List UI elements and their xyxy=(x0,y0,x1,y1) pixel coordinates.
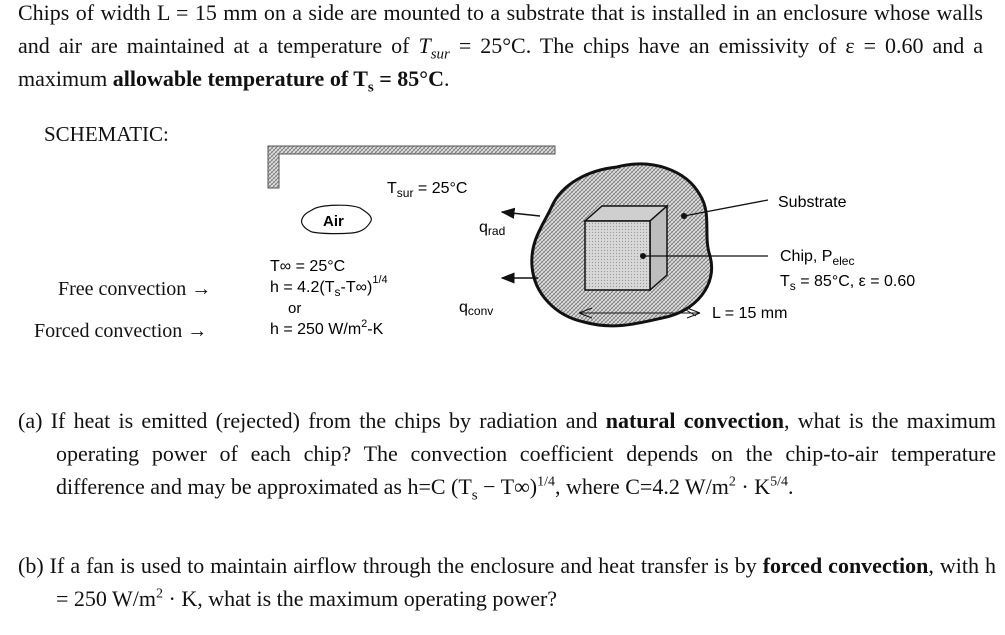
tsur-label: $T_{sur} = 25^\circ C$ xyxy=(387,180,468,200)
question-a-text-1: If heat is emitted (rejected) from the chips by radiation and xyxy=(50,408,606,433)
h-forced-label: h = 250 $W/m^2-K$ xyxy=(270,318,384,338)
question-a-text-2: , what is the maximum operating power of each chip? The convection coefficient depends on the chip-to-air temperature difference and may be approximated as h=C (T xyxy=(56,408,997,499)
question-b-text-2: , with h = 250 W/m xyxy=(56,553,997,611)
schematic-label: SCHEMATIC: xyxy=(44,122,169,146)
substrate-leader-dot xyxy=(681,213,687,219)
h-free-label: $h = 4.2(T_s-T\infty)^{1/4}$ xyxy=(270,274,388,299)
intro-bold-tail: = 85°C xyxy=(373,66,444,91)
question-b-label: (b) xyxy=(18,553,44,578)
question-b-bold: forced convection xyxy=(762,553,929,578)
question-a-exp2: 2 xyxy=(728,474,736,490)
air-label: Air xyxy=(323,213,344,230)
intro-text-2: = 25°C. The chips have an emissivity of ε = 0.60 and a maximum xyxy=(18,33,983,91)
question-a xyxy=(18,404,996,503)
question-a-label: (a) xyxy=(18,408,43,433)
question-a-exp3: 5/4 xyxy=(770,474,789,490)
question-a-text-4: , where C=4.2 W/m xyxy=(555,474,729,499)
question-a-bold: natural convection xyxy=(605,408,784,433)
tsur-subscript: sur xyxy=(430,46,450,63)
chip-label: Chip, $P_{elec}$ xyxy=(780,248,855,268)
question-a-text-6: . xyxy=(788,474,794,499)
intro-end: . xyxy=(444,66,450,91)
qrad-arrow xyxy=(502,212,540,216)
question-a-sub-s: s xyxy=(471,487,478,504)
or-label: or xyxy=(288,300,302,317)
free-convection-label: Free convection → xyxy=(58,278,212,300)
chip-ts-label: $T_s = 85^\circ C$, ε = 0.60 xyxy=(780,273,916,293)
enclosure-wall xyxy=(268,146,555,188)
chip-leader-dot xyxy=(640,253,646,259)
tsur-symbol: T xyxy=(418,33,431,58)
question-b-exp: 2 xyxy=(156,586,163,602)
chip-cube xyxy=(585,206,667,290)
intro-bold-subscript: s xyxy=(367,79,374,96)
question-a-text-3: − T∞) xyxy=(477,474,538,499)
intro-bold-text: allowable temperature of T xyxy=(112,66,368,91)
qconv-label: qconv xyxy=(459,299,494,318)
tinf-label: T∞ = 25°C xyxy=(270,258,346,275)
question-a-exp: 1/4 xyxy=(537,474,555,490)
intro-text-1: Chips of width L = 15 mm on a side are mounted to a substrate that is installed in an enclosure whose walls and air are maintained at a temperature of xyxy=(18,0,983,58)
question-a-text-5: · K xyxy=(735,474,771,499)
forced-convection-label: Forced convection → xyxy=(34,320,208,342)
question-b xyxy=(18,549,996,615)
length-label: L = 15 mm xyxy=(712,305,788,322)
substrate-label: Substrate xyxy=(778,194,847,211)
qrad-label: qrad xyxy=(479,219,506,238)
question-b-text-3: · K, what is the maximum operating power? xyxy=(163,586,558,611)
question-b-text-1: If a fan is used to maintain airflow through the enclosure and heat transfer is by xyxy=(49,553,763,578)
